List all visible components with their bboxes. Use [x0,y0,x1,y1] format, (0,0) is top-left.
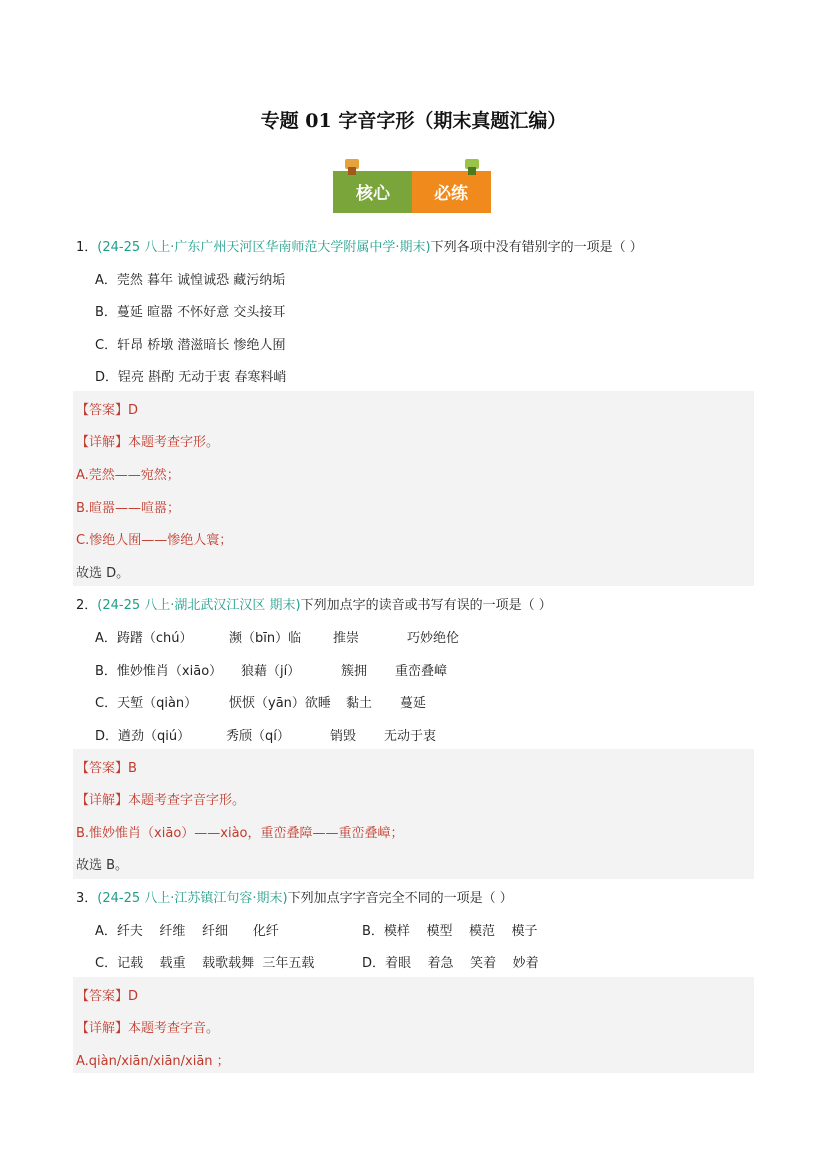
option-part: 黏土 [346,696,373,711]
option-part: 簇拥 [341,664,368,679]
detail-line [76,789,245,808]
question-2 [76,594,552,613]
option-part: 恹恹（yān）欲睡 [229,696,331,711]
q2-answer-box [73,749,754,879]
option-part: 蔓延 [400,696,427,711]
question-stem: 下列加点字的读音或书写有误的一项是（ ） [300,598,552,613]
q2-option-d [95,725,436,744]
explanation-line: A.qiàn/xiān/xiān/xiān ； [76,1054,230,1069]
answer-tag: 【答案】 [76,403,129,418]
question-source: (24-25 八上·湖北武汉江汉区 期末) [97,598,301,613]
question-1 [76,236,643,255]
q2-option-c [95,692,426,711]
option-d: D．着眼 着急 笑着 妙着 [362,956,539,971]
badge-right-text: 必练 [434,184,468,204]
question-stem: 下列加点字字音完全不同的一项是（ ） [287,891,513,906]
detail-tag: 【详解】 [76,793,129,808]
conclusion-line: 故选 D。 [76,566,130,581]
option-part: 濒（bīn）临 [229,631,302,646]
q3-options-row-1 [95,920,538,939]
question-source: (24-25 八上·江苏镇江句容·期末) [97,891,288,906]
question-stem: 下列各项中没有错别字的一项是（ ） [430,240,643,255]
detail-text: 本题考查字形。 [128,435,220,450]
q3-answer-box [73,977,754,1073]
option-a: A．纤夫 纤维 纤细 化纤 [95,924,279,939]
option-part: 重峦叠嶂 [395,664,448,679]
option-part: 秀颀（qí） [226,729,290,744]
core-practice-badge [331,155,493,215]
answer-line [76,757,137,776]
q1-option-d: D．锃亮 斟酌 无动于衷 春寒料峭 [95,370,287,385]
detail-line [76,1017,219,1036]
detail-tag: 【详解】 [76,435,129,450]
option-part: B．惟妙惟肖（xiāo） [95,664,223,679]
question-number: 2． [76,598,98,613]
page-title: 专题 01 字音字形（期末真题汇编） [260,110,567,132]
detail-text: 本题考查字音。 [128,1021,220,1036]
conclusion-line: 故选 B。 [76,858,129,873]
q1-option-a: A．莞然 暮年 诚惶诚恐 藏污纳垢 [95,273,286,288]
explanation-line: A.莞然——宛然； [76,468,180,483]
answer-tag: 【答案】 [76,989,129,1004]
answer-line [76,985,138,1004]
explanation-line: C.惨绝人囿——惨绝人寰； [76,533,233,548]
q2-option-a [95,627,459,646]
detail-tag: 【详解】 [76,1021,129,1036]
question-number: 1． [76,240,98,255]
question-number: 3． [76,891,98,906]
option-part: D．遒劲（qiú） [95,729,191,744]
q1-answer-box [73,391,754,586]
answer-value: B [128,761,137,776]
detail-line [76,431,219,450]
option-part: 狼藉（jí） [241,664,301,679]
option-part: C．天堑（qiàn） [95,696,198,711]
detail-text: 本题考查字音字形。 [128,793,246,808]
explanation-line: B.暄嚣——喧嚣； [76,501,181,516]
question-3 [76,887,513,906]
option-part: A．踌躇（chú） [95,631,193,646]
question-source: (24-25 八上·广东广州天河区华南师范大学附属中学·期末) [97,240,431,255]
option-part: 销毁 [330,729,357,744]
q1-option-c: C．轩昂 桥墩 潜滋暗长 惨绝人囿 [95,338,286,353]
answer-tag: 【答案】 [76,761,129,776]
option-part: 巧妙绝伦 [407,631,460,646]
option-b: B．模样 模型 模范 模子 [362,924,538,939]
answer-value: D [128,403,139,418]
q3-options-row-2 [95,952,539,971]
answer-line [76,399,138,418]
answer-value: D [128,989,139,1004]
option-part: 无动于衷 [384,729,437,744]
q2-option-b [95,660,447,679]
q1-option-b: B．蔓延 暄嚣 不怀好意 交头接耳 [95,305,286,320]
option-part: 推崇 [333,631,360,646]
option-c: C．记载 载重 载歌载舞 三年五载 [95,956,315,971]
badge-left-text: 核心 [356,184,390,204]
explanation-line: B.惟妙惟肖（xiāo）——xiào，重峦叠障——重峦叠嶂； [76,826,404,841]
